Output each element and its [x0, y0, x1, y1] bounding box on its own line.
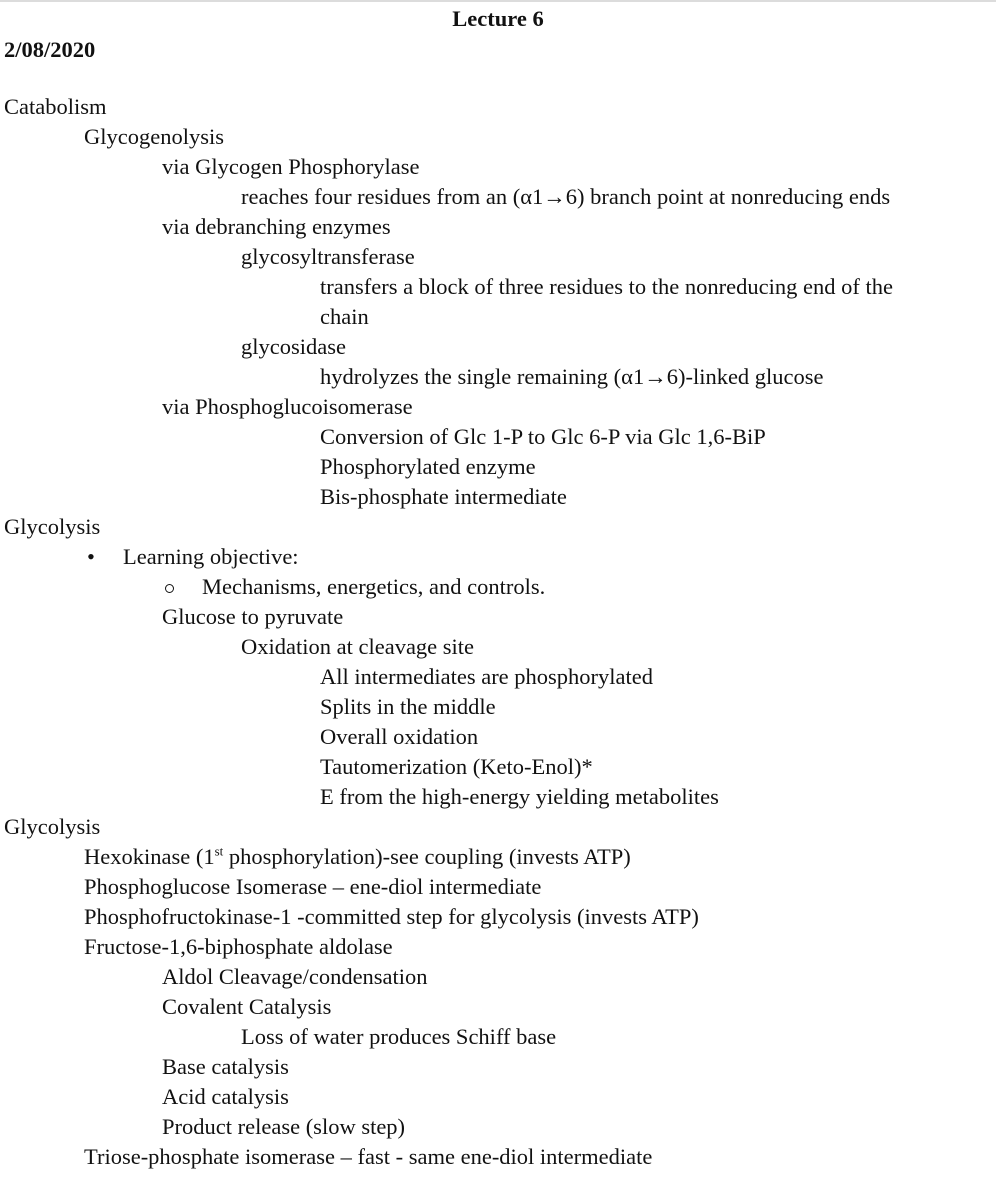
outline-line: [320, 692, 496, 722]
outline-line: [202, 572, 545, 602]
outline-line-text: Covalent Catalysis: [162, 994, 332, 1019]
outline-line: [123, 542, 299, 572]
outline-line: [320, 782, 719, 812]
outline-line: [320, 272, 893, 302]
outline-line-text: Fructose-1,6-biphosphate aldolase: [84, 934, 393, 959]
outline-line: [162, 1112, 405, 1142]
outline-line-text: Glucose to pyruvate: [162, 604, 344, 629]
outline-line-text: Phosphofructokinase-1 -committed step for glycolysis (invests ATP): [84, 904, 699, 929]
outline-line-text: reaches four residues from an (α1→6) branch point at nonreducing ends: [241, 184, 891, 209]
outline-line: [84, 122, 224, 152]
outline-line-text: Phosphoglucose Isomerase – ene-diol intermediate: [84, 874, 542, 899]
outline-line: [162, 392, 413, 422]
outline-line: [320, 362, 824, 392]
outline-line-text: Loss of water produces Schiff base: [241, 1024, 557, 1049]
outline-line: [320, 752, 593, 782]
outline-line-text: hydrolyzes the single remaining (α1→6)-linked glucose: [320, 364, 824, 389]
outline-line: [320, 302, 369, 332]
outline-line-text: Aldol Cleavage/condensation: [162, 964, 428, 989]
outline-line: [320, 452, 536, 482]
outline-line-text: Oxidation at cleavage site: [241, 634, 475, 659]
outline-line-text: All intermediates are phosphorylated: [320, 664, 654, 689]
outline-line-text-continued: phosphorylation)-see coupling (invests ATP): [223, 844, 631, 869]
outline-line: [4, 512, 100, 542]
outline-line: [320, 422, 766, 452]
outline-line-text: transfers a block of three residues to the nonreducing end of the: [320, 274, 893, 299]
outline-line: [320, 722, 478, 752]
outline-line: [241, 1022, 556, 1052]
outline-line-text: glycosyltransferase: [241, 244, 415, 269]
outline-line-text: Acid catalysis: [162, 1084, 289, 1109]
outline-line-text: via debranching enzymes: [162, 214, 391, 239]
outline-line-text: Tautomerization (Keto-Enol)*: [320, 754, 593, 779]
outline-line-text: Glycolysis: [4, 814, 101, 839]
outline-line-text: Splits in the middle: [320, 694, 496, 719]
circle-bullet-marker: [165, 584, 174, 593]
outline-line-text: Hexokinase (1: [84, 844, 215, 869]
bullet-marker: •: [87, 544, 95, 569]
top-border: [0, 0, 996, 2]
outline-line-text: Learning objective:: [123, 544, 299, 569]
outline-line: [162, 992, 331, 1022]
outline-line: [84, 872, 541, 902]
outline-line: [162, 602, 343, 632]
outline-line: [162, 1082, 289, 1112]
outline-line-text: glycosidase: [241, 334, 346, 359]
outline-line-text: Bis-phosphate intermediate: [320, 484, 567, 509]
outline-line: [84, 1142, 652, 1172]
lecture-date: 2/08/2020: [4, 37, 96, 62]
outline-line-text: Glycolysis: [4, 514, 101, 539]
outline-line-text: Base catalysis: [162, 1054, 289, 1079]
outline-line-text: Phosphorylated enzyme: [320, 454, 536, 479]
outline-line: [84, 932, 393, 962]
outline-line: [320, 482, 567, 512]
outline-line: [320, 662, 653, 692]
outline-line-text: Conversion of Glc 1-P to Glc 6-P via Glc 1,6-BiP: [320, 424, 766, 449]
outline-line-text: E from the high-energy yielding metabolites: [320, 784, 719, 809]
outline-line: [241, 182, 890, 212]
outline-line: [162, 1052, 289, 1082]
outline-line: [162, 212, 391, 242]
outline-line-text: Glycogenolysis: [84, 124, 224, 149]
outline-line-text: Mechanisms, energetics, and controls.: [202, 574, 546, 599]
outline-line: [241, 632, 474, 662]
outline-line-text: Product release (slow step): [162, 1114, 406, 1139]
outline-line: [162, 962, 428, 992]
outline-line-text: via Phosphoglucoisomerase: [162, 394, 413, 419]
outline-line-text: Overall oxidation: [320, 724, 479, 749]
outline-line-text: via Glycogen Phosphorylase: [162, 154, 420, 179]
outline-line: [4, 812, 100, 842]
outline-line: [241, 242, 415, 272]
ordinal-superscript: st: [214, 843, 224, 859]
page-title: Lecture 6: [452, 6, 544, 31]
outline-line: [4, 92, 107, 122]
outline-line-text: Catabolism: [4, 94, 107, 119]
outline-line: [241, 332, 346, 362]
outline-line: [162, 152, 419, 182]
outline-line-text: Triose-phosphate isomerase – fast - same ene-diol intermediate: [84, 1144, 653, 1169]
outline-line: [84, 842, 631, 872]
outline-line-text: chain: [320, 304, 369, 329]
outline-line: [84, 902, 699, 932]
